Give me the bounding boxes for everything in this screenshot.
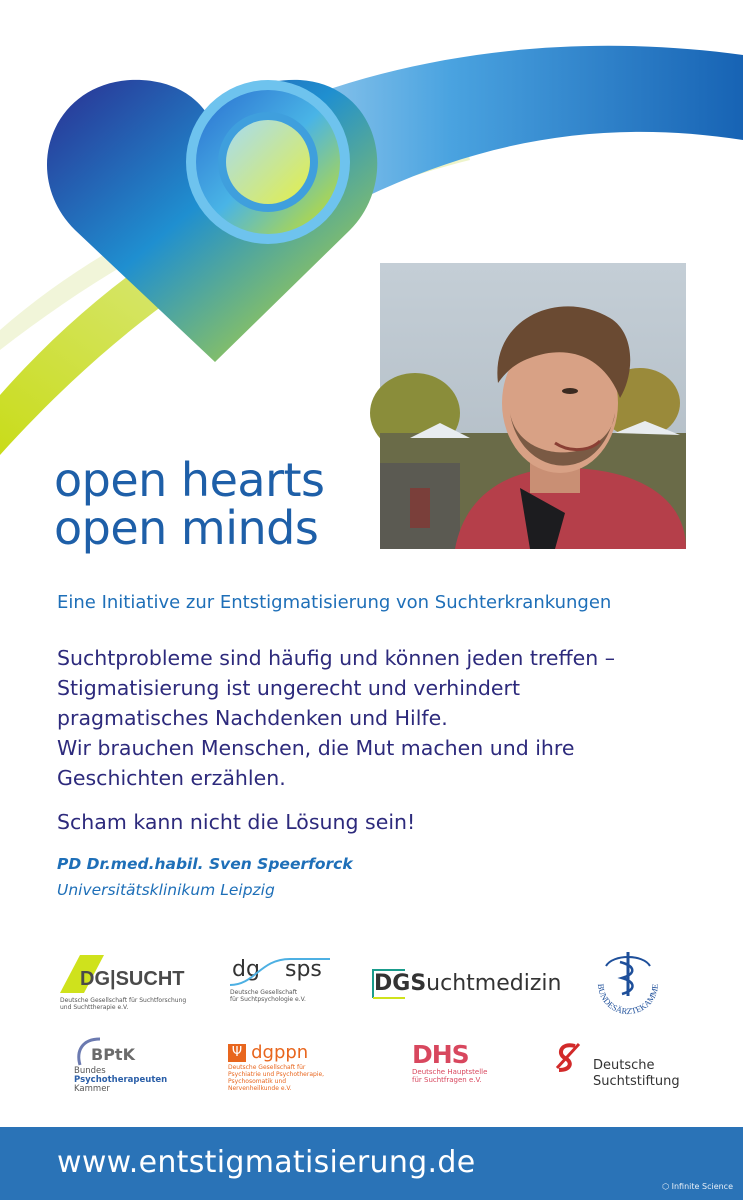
dgsucht-line-2: und Suchttherapie e.V. [60, 1004, 129, 1011]
logo-dgppn [228, 1042, 368, 1092]
body-line: pragmatisches Nachdenken und Hilfe. [57, 706, 448, 730]
portrait-photo [380, 263, 686, 549]
bptk-line-1: Bundes [74, 1066, 106, 1076]
dgppn-line-3: Psychosomatik und [228, 1078, 287, 1085]
logo-bundesaerztekammer [588, 944, 668, 1024]
slogan-line-1: open hearts [54, 453, 325, 507]
dgsps-right-text: sps [285, 957, 322, 982]
dgsps-line-1: Deutsche Gesellschaft [230, 989, 298, 996]
dgsps-wave-icon [230, 955, 340, 989]
bptk-mark: BPtK [91, 1045, 135, 1064]
slogan [54, 453, 325, 555]
bptk-line-3: Kammer [74, 1084, 110, 1094]
dgppn-psi-icon: Ψ [228, 1044, 246, 1062]
aesculapius-staff-icon [588, 944, 668, 1024]
logo-bptk [74, 1035, 194, 1094]
suchtstiftung-line-2: Suchtstiftung [593, 1074, 680, 1089]
dgppn-line-4: Nervenheilkunde e.V. [228, 1085, 292, 1092]
dgsucht-mark-text: DG|SUCHT [80, 968, 185, 990]
body-paragraph [57, 643, 697, 793]
author-name: PD Dr.med.habil. Sven Speerforck [57, 855, 353, 873]
bptk-line-2: Psychotherapeuten [74, 1075, 168, 1085]
website-url-link[interactable]: www.entstigmatisierung.de [57, 1145, 476, 1180]
initiative-subtitle: Eine Initiative zur Entstigmatisierung von Suchterkrankungen [57, 592, 612, 613]
slogan-line-2: open minds [54, 501, 319, 555]
suchtstiftung-line-1: Deutsche [593, 1058, 655, 1073]
logo-dgsucht [60, 955, 200, 1011]
dhs-line-2: für Suchtfragen e.V. [412, 1076, 482, 1084]
logo-dhs [412, 1042, 522, 1084]
dgppn-line-2: Psychiatrie und Psychotherapie, [228, 1071, 325, 1078]
body-line: Wir brauchen Menschen, die Mut machen und ihre [57, 736, 575, 760]
dhs-line-1: Deutsche Hauptstelle [412, 1068, 488, 1076]
body-line: Suchtprobleme sind häufig und können jeden treffen – [57, 646, 616, 670]
dgppn-name: dgppn [251, 1042, 309, 1063]
logo-dgsps [230, 955, 340, 1003]
dgsps-left-text: dg [232, 957, 260, 982]
author-institution: Universitätsklinikum Leipzig [57, 881, 275, 899]
dgsps-line-2: für Suchtpsychologie e.V. [230, 996, 306, 1003]
dgsuchtmedizin-bold: DGS [374, 971, 427, 996]
closing-statement: Scham kann nicht die Lösung sein! [57, 810, 416, 834]
dgsuchtmedizin-rest: uchtmedizin [426, 971, 562, 996]
dgsucht-line-1: Deutsche Gesellschaft für Suchtforschung [60, 997, 187, 1004]
footer-credit-text: Infinite Science [671, 1182, 733, 1191]
suchtstiftung-mark-icon [553, 1040, 583, 1074]
dgppn-line-1: Deutsche Gesellschaft für [228, 1064, 306, 1071]
logo-dgsuchtmedizin [371, 968, 561, 1000]
dhs-mark: DHS [412, 1040, 469, 1069]
dgsucht-mark-icon [60, 955, 185, 993]
body-line: Stigmatisierung ist ungerecht und verhindert [57, 676, 521, 700]
bundesaerztekammer-text: BUNDESÄRZTEKAMME [595, 983, 661, 1017]
infinite-science-icon: ⬡ [662, 1182, 672, 1191]
logo-deutsche-suchtstiftung [553, 1040, 693, 1092]
footer-bar [0, 1127, 743, 1200]
footer-credit [662, 1182, 733, 1191]
body-line: Geschichten erzählen. [57, 766, 286, 790]
